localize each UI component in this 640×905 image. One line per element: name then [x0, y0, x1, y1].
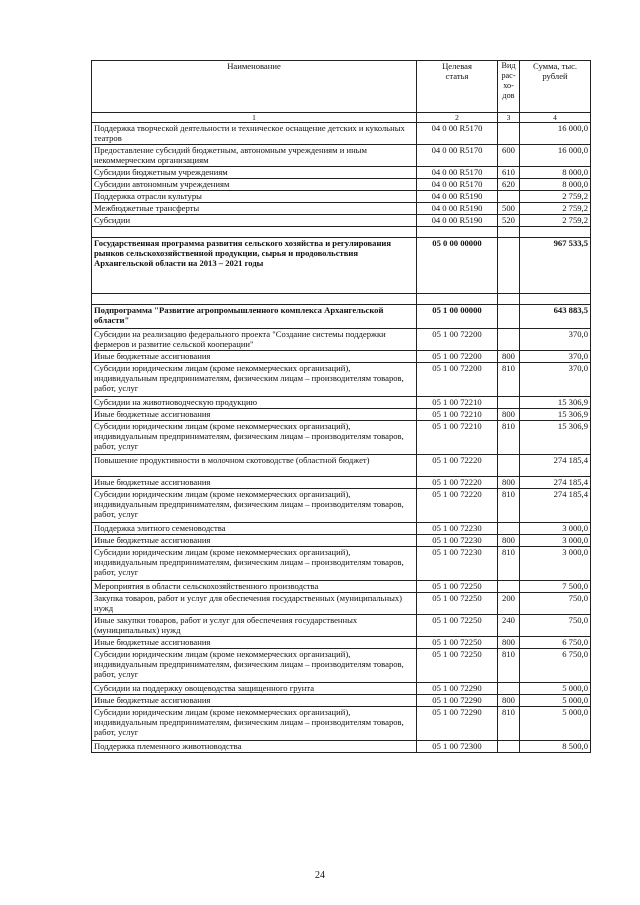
table-row	[92, 741, 591, 753]
cell-name: Иные бюджетные ассигнования	[92, 409, 417, 421]
cell-code: 04 0 00 R5190	[417, 215, 498, 227]
cell-type: 810	[498, 649, 520, 683]
table-row-program	[92, 305, 591, 329]
cell-name: Субсидии на реализацию федерального проекта "Создание системы поддержки фермеров и развитие сельской кооперации"	[92, 329, 417, 351]
cell-code: 05 1 00 00000	[417, 305, 498, 329]
cell-sum: 274 185,4	[520, 477, 591, 489]
cell-type: 610	[498, 167, 520, 179]
cell-code: 05 1 00 72250	[417, 593, 498, 615]
cell-name: Субсидии юридическим лицам (кроме некоммерческих организаций), индивидуальным предпринимателям, физическим лицам – производителям товаров, работ, услуг	[92, 421, 417, 455]
cell-code: 05 1 00 72290	[417, 683, 498, 695]
table-row	[92, 421, 591, 455]
cell-name: Субсидии юридическим лицам (кроме некоммерческих организаций), индивидуальным предпринимателям, физическим лицам – производителям товаров, работ, услуг	[92, 489, 417, 523]
cell-code: 05 1 00 72250	[417, 581, 498, 593]
cell-type	[498, 329, 520, 351]
cell-code: 05 1 00 72290	[417, 707, 498, 741]
cell-sum: 370,0	[520, 329, 591, 351]
cell-name: Иные бюджетные ассигнования	[92, 351, 417, 363]
cell-sum: 15 306,9	[520, 397, 591, 409]
cell-code: 05 1 00 72210	[417, 421, 498, 455]
table-row	[92, 123, 591, 145]
cell-type	[498, 741, 520, 753]
cell-name: Иные бюджетные ассигнования	[92, 535, 417, 547]
cell-sum: 3 000,0	[520, 535, 591, 547]
header-sum: Сумма, тыс. рублей	[520, 61, 591, 113]
table-row-spacer	[92, 227, 591, 238]
cell-type: 800	[498, 477, 520, 489]
table-row	[92, 707, 591, 741]
cell-code: 05 1 00 72230	[417, 535, 498, 547]
table-row	[92, 489, 591, 523]
table-row	[92, 683, 591, 695]
cell-type: 810	[498, 489, 520, 523]
cell-sum: 2 759,2	[520, 191, 591, 203]
header-code: Целевая статья	[417, 61, 498, 113]
header-name: Наименование	[92, 61, 417, 113]
table-row	[92, 547, 591, 581]
column-number: 3	[498, 113, 520, 123]
cell-name: Субсидии на поддержку овощеводства защищенного грунта	[92, 683, 417, 695]
cell-type: 800	[498, 637, 520, 649]
cell-code: 05 1 00 72200	[417, 329, 498, 351]
cell-name	[92, 294, 417, 305]
cell-type: 810	[498, 363, 520, 397]
table-row	[92, 409, 591, 421]
cell-code: 05 1 00 72210	[417, 409, 498, 421]
cell-code: 04 0 00 R5170	[417, 123, 498, 145]
cell-type: 500	[498, 203, 520, 215]
table-row	[92, 145, 591, 167]
cell-name: Субсидии юридическим лицам (кроме некоммерческих организаций), индивидуальным предпринимателям, физическим лицам – производителям товаров, работ, услуг	[92, 363, 417, 397]
table-row	[92, 167, 591, 179]
table-row	[92, 397, 591, 409]
cell-type	[498, 581, 520, 593]
cell-sum: 750,0	[520, 593, 591, 615]
cell-sum: 750,0	[520, 615, 591, 637]
cell-code: 05 1 00 72220	[417, 477, 498, 489]
cell-type: 800	[498, 695, 520, 707]
cell-code: 04 0 00 R5170	[417, 179, 498, 191]
cell-name: Иные закупки товаров, работ и услуг для обеспечения государственных (муниципальных) нужд	[92, 615, 417, 637]
page-number: 24	[315, 870, 325, 881]
cell-sum: 16 000,0	[520, 145, 591, 167]
cell-name: Субсидии юридическим лицам (кроме некоммерческих организаций), индивидуальным предпринимателям, физическим лицам – производителям товаров, работ, услуг	[92, 649, 417, 683]
table-row	[92, 535, 591, 547]
cell-code: 05 1 00 72300	[417, 741, 498, 753]
cell-type	[498, 397, 520, 409]
table-row-spacer	[92, 294, 591, 305]
cell-code: 04 0 00 R5190	[417, 191, 498, 203]
cell-code: 05 1 00 72210	[417, 397, 498, 409]
cell-sum: 643 883,5	[520, 305, 591, 329]
cell-code: 05 1 00 72200	[417, 363, 498, 397]
cell-name: Иные бюджетные ассигнования	[92, 695, 417, 707]
cell-name: Иные бюджетные ассигнования	[92, 477, 417, 489]
table-row	[92, 191, 591, 203]
cell-name: Государственная программа развития сельского хозяйства и регулирования рынков сельскохозяйственной продукции, сырья и продовольствия Архангельской области на 2013 – 2021 годы	[92, 238, 417, 294]
cell-name: Субсидии	[92, 215, 417, 227]
cell-name: Поддержка элитного семеноводства	[92, 523, 417, 535]
cell-sum: 7 500,0	[520, 581, 591, 593]
cell-name: Поддержка творческой деятельности и техническое оснащение детских и кукольных театров	[92, 123, 417, 145]
cell-sum: 15 306,9	[520, 421, 591, 455]
cell-code: 04 0 00 R5170	[417, 167, 498, 179]
cell-code: 05 1 00 72230	[417, 523, 498, 535]
cell-name: Субсидии автономным учреждениям	[92, 179, 417, 191]
table-row	[92, 179, 591, 191]
column-number: 2	[417, 113, 498, 123]
cell-type	[498, 227, 520, 238]
cell-sum	[520, 227, 591, 238]
cell-code: 05 1 00 72220	[417, 489, 498, 523]
cell-type: 810	[498, 547, 520, 581]
cell-type: 520	[498, 215, 520, 227]
cell-name: Межбюджетные трансферты	[92, 203, 417, 215]
cell-code: 05 1 00 72250	[417, 637, 498, 649]
cell-sum: 5 000,0	[520, 683, 591, 695]
cell-type	[498, 455, 520, 477]
column-number: 4	[520, 113, 591, 123]
cell-sum: 3 000,0	[520, 523, 591, 535]
cell-name: Поддержка отрасли культуры	[92, 191, 417, 203]
cell-code: 04 0 00 R5170	[417, 145, 498, 167]
table-row	[92, 593, 591, 615]
cell-sum: 274 185,4	[520, 455, 591, 477]
table-row-program	[92, 238, 591, 294]
cell-sum: 2 759,2	[520, 203, 591, 215]
cell-name: Субсидии юридическим лицам (кроме некоммерческих организаций), индивидуальным предпринимателям, физическим лицам – производителям товаров, работ, услуг	[92, 547, 417, 581]
cell-code: 05 1 00 72230	[417, 547, 498, 581]
cell-sum: 5 000,0	[520, 695, 591, 707]
cell-name	[92, 227, 417, 238]
cell-type: 200	[498, 593, 520, 615]
cell-name: Иные бюджетные ассигнования	[92, 637, 417, 649]
table-row	[92, 351, 591, 363]
budget-table	[91, 60, 591, 753]
cell-type: 800	[498, 351, 520, 363]
cell-code	[417, 227, 498, 238]
cell-name: Закупка товаров, работ и услуг для обеспечения государственных (муниципальных) нужд	[92, 593, 417, 615]
cell-sum: 6 750,0	[520, 637, 591, 649]
cell-sum: 274 185,4	[520, 489, 591, 523]
header-type: Вид рас-хо-дов	[498, 61, 520, 113]
cell-sum: 370,0	[520, 363, 591, 397]
cell-sum: 15 306,9	[520, 409, 591, 421]
cell-name: Субсидии юридическим лицам (кроме некоммерческих организаций), индивидуальным предпринимателям, физическим лицам – производителям товаров, работ, услуг	[92, 707, 417, 741]
cell-type: 800	[498, 409, 520, 421]
table-row	[92, 363, 591, 397]
cell-code: 05 1 00 72250	[417, 615, 498, 637]
cell-type: 810	[498, 707, 520, 741]
cell-code: 05 0 00 00000	[417, 238, 498, 294]
cell-name: Повышение продуктивности в молочном скотоводстве (областной бюджет)	[92, 455, 417, 477]
table-row	[92, 695, 591, 707]
table-row	[92, 455, 591, 477]
cell-sum: 370,0	[520, 351, 591, 363]
cell-name: Поддержка племенного животноводства	[92, 741, 417, 753]
cell-code: 05 1 00 72220	[417, 455, 498, 477]
cell-code: 05 1 00 72200	[417, 351, 498, 363]
cell-sum: 3 000,0	[520, 547, 591, 581]
cell-name: Подпрограмма "Развитие агропромышленного комплекса Архангельской области"	[92, 305, 417, 329]
cell-sum: 6 750,0	[520, 649, 591, 683]
cell-sum	[520, 294, 591, 305]
cell-code: 04 0 00 R5190	[417, 203, 498, 215]
cell-type: 600	[498, 145, 520, 167]
table-row	[92, 615, 591, 637]
table-row	[92, 637, 591, 649]
cell-type	[498, 238, 520, 294]
table-row	[92, 523, 591, 535]
cell-name: Субсидии на животноводческую продукцию	[92, 397, 417, 409]
cell-sum: 8 500,0	[520, 741, 591, 753]
table-row	[92, 649, 591, 683]
column-number-row	[92, 113, 591, 123]
table-header-row	[92, 61, 591, 113]
cell-type: 620	[498, 179, 520, 191]
cell-type	[498, 683, 520, 695]
cell-sum: 8 000,0	[520, 179, 591, 191]
cell-type: 240	[498, 615, 520, 637]
cell-type	[498, 123, 520, 145]
cell-name: Мероприятия в области сельскохозяйственного производства	[92, 581, 417, 593]
cell-code: 05 1 00 72250	[417, 649, 498, 683]
cell-sum: 967 533,5	[520, 238, 591, 294]
cell-name: Предоставление субсидий бюджетным, автономным учреждениям и иным некоммерческим организациям	[92, 145, 417, 167]
table-row	[92, 477, 591, 489]
column-number: 1	[92, 113, 417, 123]
cell-sum: 8 000,0	[520, 167, 591, 179]
table-row	[92, 329, 591, 351]
cell-sum: 16 000,0	[520, 123, 591, 145]
cell-type	[498, 305, 520, 329]
cell-sum: 2 759,2	[520, 215, 591, 227]
table-row	[92, 581, 591, 593]
cell-type	[498, 294, 520, 305]
cell-code: 05 1 00 72290	[417, 695, 498, 707]
table-row	[92, 203, 591, 215]
cell-sum: 5 000,0	[520, 707, 591, 741]
table-row	[92, 215, 591, 227]
cell-type	[498, 191, 520, 203]
cell-type	[498, 523, 520, 535]
cell-type: 800	[498, 535, 520, 547]
cell-code	[417, 294, 498, 305]
cell-type: 810	[498, 421, 520, 455]
cell-name: Субсидии бюджетным учреждениям	[92, 167, 417, 179]
